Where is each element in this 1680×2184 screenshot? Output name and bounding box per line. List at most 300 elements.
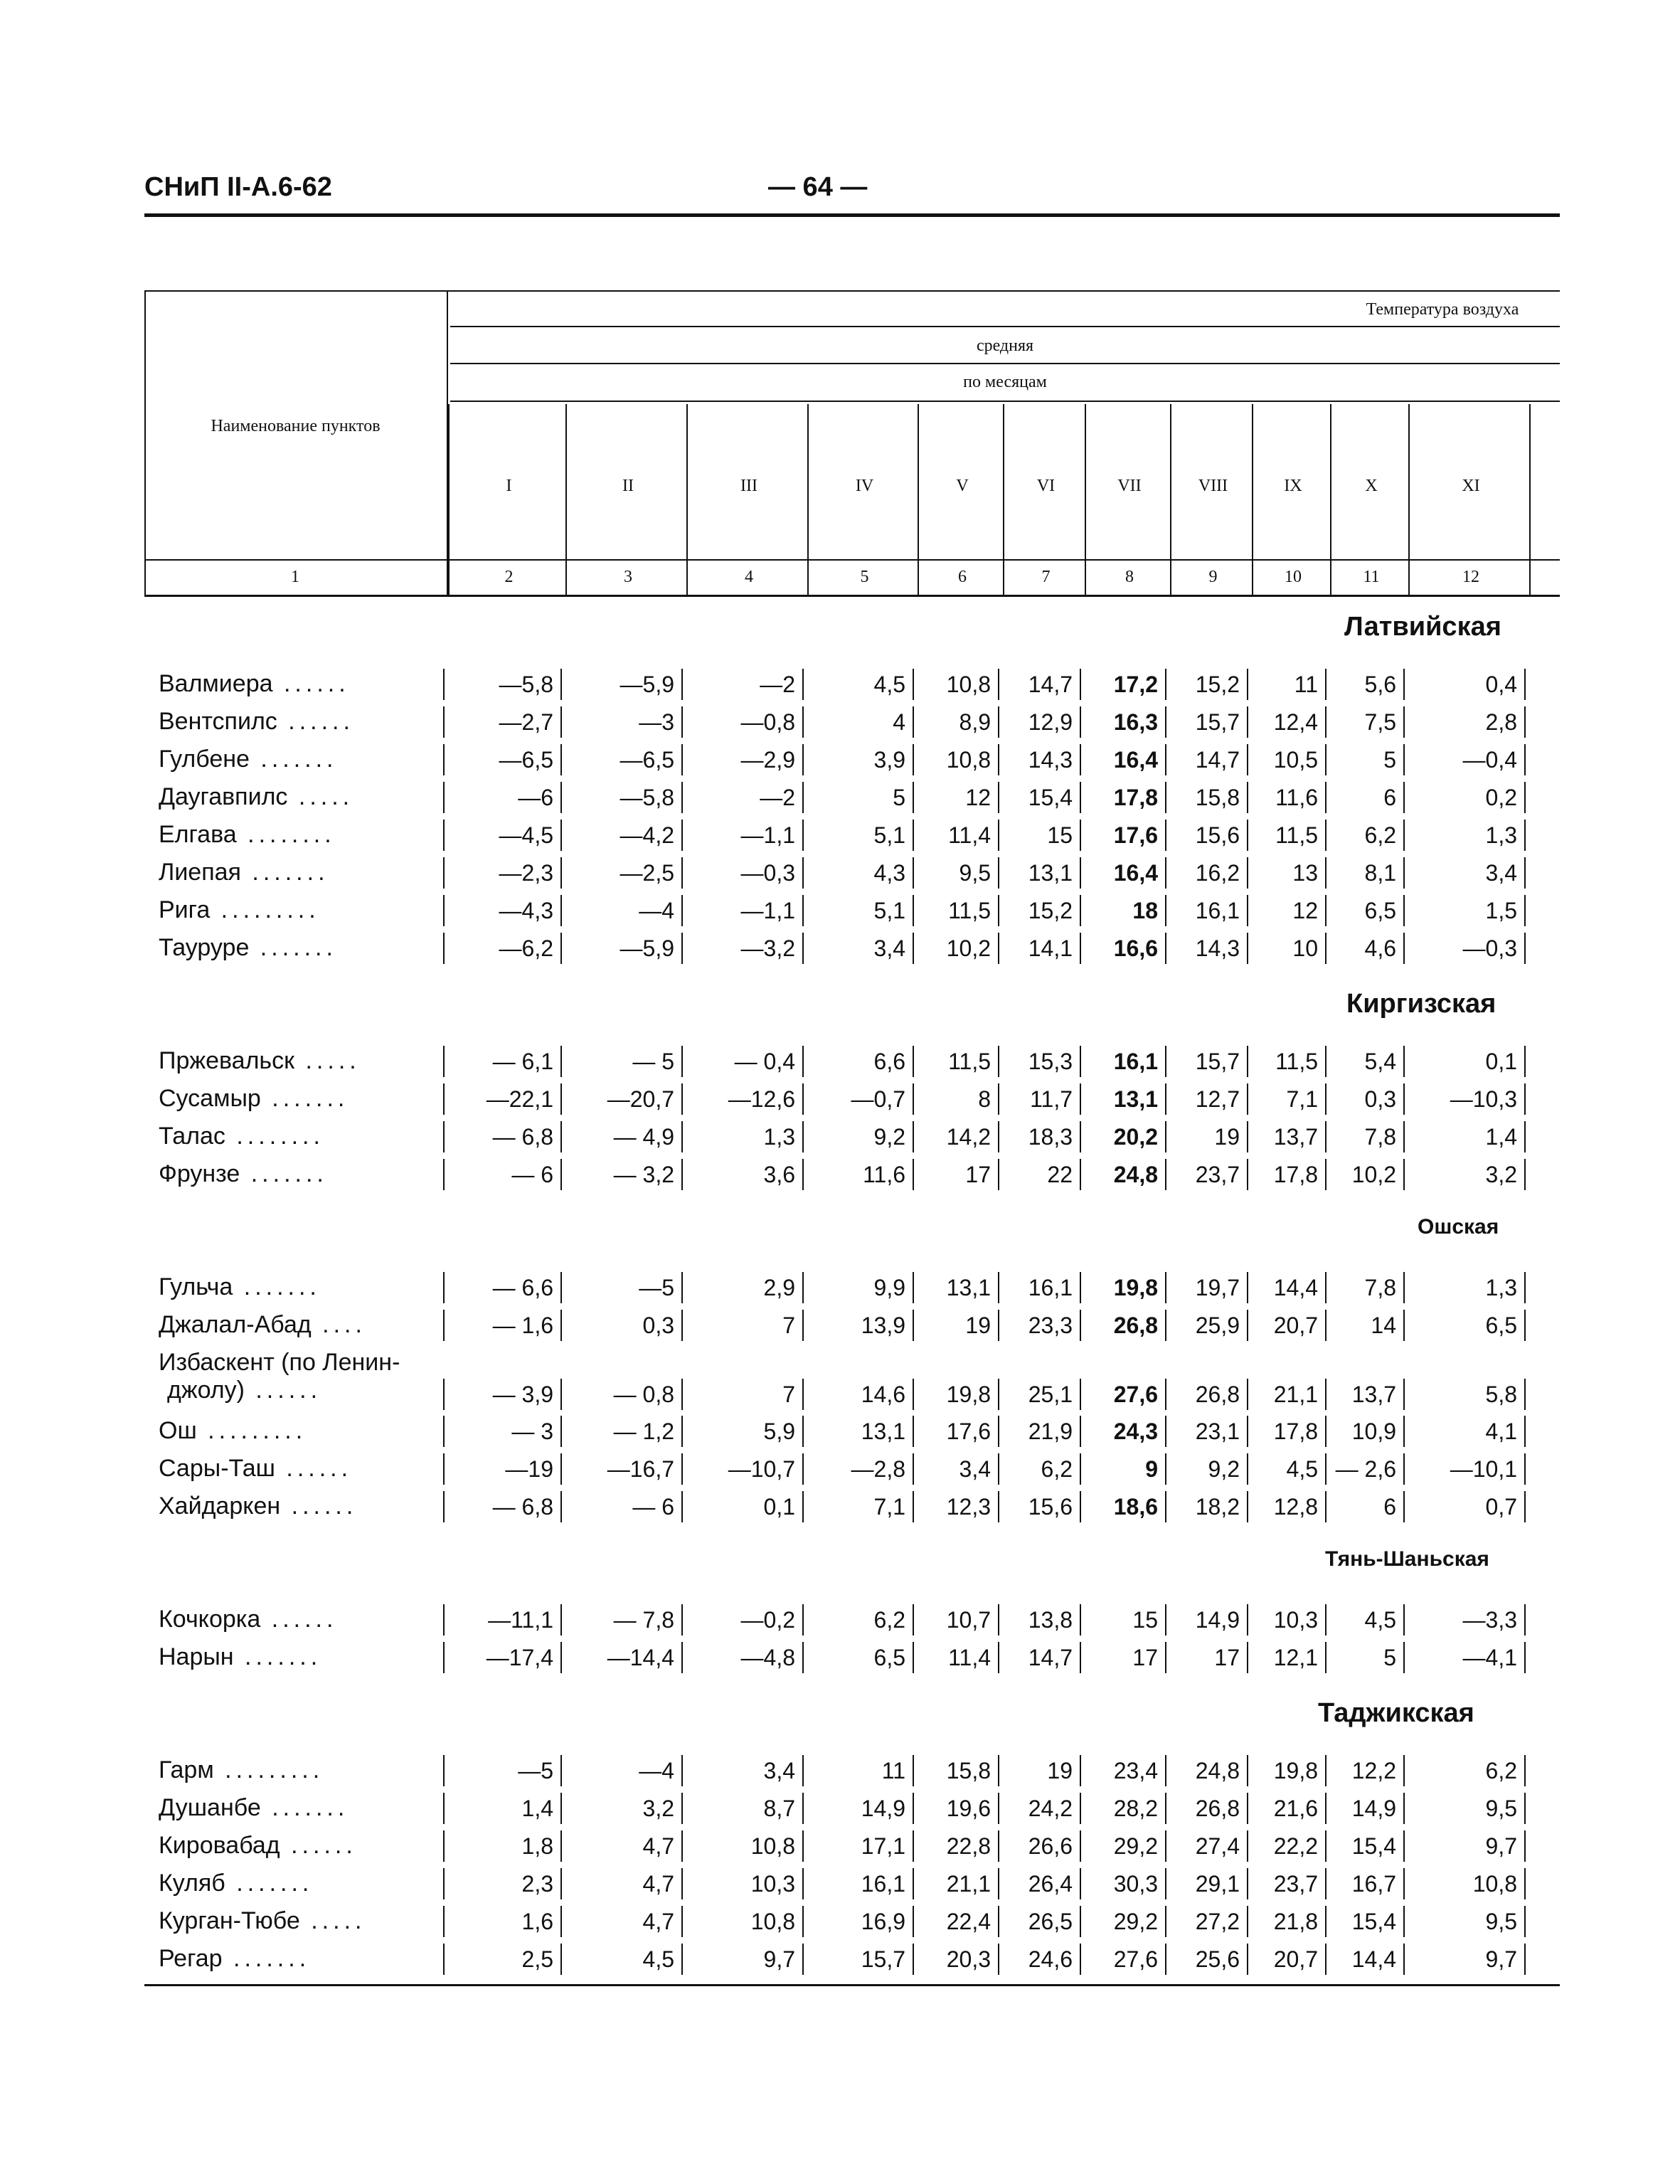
cell-divider bbox=[1080, 1046, 1081, 1077]
temperature-value: 0,2 bbox=[1485, 785, 1517, 810]
cell-divider bbox=[1247, 1453, 1248, 1485]
cell-divider bbox=[1403, 1453, 1405, 1485]
station-name bbox=[159, 1311, 366, 1339]
station-name bbox=[159, 1870, 313, 1897]
leader-dots: ....... bbox=[233, 1273, 321, 1300]
cell-divider bbox=[1080, 895, 1081, 926]
cell-divider bbox=[1524, 1906, 1526, 1937]
temperature-value: 16,4 bbox=[1113, 860, 1158, 886]
temperature-value: 6,2 bbox=[1041, 1456, 1073, 1482]
table-row bbox=[144, 1488, 1560, 1526]
temperature-value: —4,1 bbox=[1462, 1645, 1517, 1670]
cell-divider bbox=[443, 782, 445, 813]
temperature-value: 18,6 bbox=[1113, 1494, 1158, 1520]
temperature-value: 21,9 bbox=[1028, 1419, 1073, 1444]
temperature-value: 21,1 bbox=[1273, 1382, 1318, 1407]
cell-divider bbox=[681, 820, 683, 851]
cell-divider bbox=[560, 1830, 562, 1862]
temperature-value: 30,3 bbox=[1113, 1871, 1158, 1897]
column-number: 9 bbox=[1208, 568, 1218, 586]
cell-divider bbox=[802, 1868, 804, 1899]
cell-divider bbox=[1080, 1310, 1081, 1341]
cell-divider bbox=[443, 1272, 445, 1303]
table-row bbox=[144, 1639, 1560, 1677]
temperature-value: 29,2 bbox=[1113, 1909, 1158, 1934]
cell-divider bbox=[1165, 857, 1166, 889]
cell-divider bbox=[1325, 1868, 1327, 1899]
cell-divider bbox=[1524, 1121, 1526, 1152]
temperature-value: 16,1 bbox=[1195, 898, 1240, 923]
cell-divider bbox=[1325, 1159, 1327, 1190]
temperature-value: — 6,8 bbox=[492, 1494, 553, 1520]
temperature-value: 9,7 bbox=[1485, 1946, 1517, 1972]
cell-divider bbox=[1403, 1830, 1405, 1862]
temperature-value: 10,2 bbox=[1351, 1162, 1396, 1187]
table-top-rule bbox=[144, 290, 1560, 292]
cell-divider bbox=[681, 1121, 683, 1152]
cell-divider bbox=[681, 1272, 683, 1303]
cell-divider bbox=[1524, 933, 1526, 964]
temperature-value: 15,3 bbox=[1028, 1049, 1073, 1074]
section-title: Латвийская bbox=[1344, 612, 1501, 642]
temperature-value: 3,4 bbox=[873, 935, 905, 961]
month-col-divider bbox=[1408, 404, 1410, 596]
cell-divider bbox=[681, 1830, 683, 1862]
cell-divider bbox=[1325, 1793, 1327, 1824]
cell-divider bbox=[1165, 1830, 1166, 1862]
temperature-value: —0,2 bbox=[740, 1607, 795, 1633]
cell-divider bbox=[998, 782, 999, 813]
temperature-value: 15,7 bbox=[861, 1946, 905, 1972]
cell-divider bbox=[1403, 820, 1405, 851]
cell-divider bbox=[1325, 1944, 1327, 1975]
table-row bbox=[144, 1118, 1560, 1156]
temperature-value: 10,8 bbox=[1472, 1871, 1517, 1897]
cell-divider bbox=[1165, 1906, 1166, 1937]
table-row bbox=[144, 1752, 1560, 1790]
cell-divider bbox=[681, 1416, 683, 1447]
temperature-value: 13,1 bbox=[1113, 1086, 1158, 1112]
cell-divider bbox=[560, 1793, 562, 1824]
cell-divider bbox=[443, 706, 445, 738]
cell-divider bbox=[681, 1046, 683, 1077]
temperature-value: 13,1 bbox=[1028, 860, 1073, 886]
temperature-value: 16,9 bbox=[861, 1909, 905, 1934]
temperature-value: 27,4 bbox=[1195, 1833, 1240, 1859]
cell-divider bbox=[998, 1868, 999, 1899]
cell-divider bbox=[1524, 1755, 1526, 1786]
cell-divider bbox=[681, 1755, 683, 1786]
cell-divider bbox=[913, 1083, 914, 1115]
cell-divider bbox=[1524, 1453, 1526, 1485]
cell-divider bbox=[1080, 1379, 1081, 1410]
cell-divider bbox=[1247, 1083, 1248, 1115]
temperature-value: 7 bbox=[782, 1313, 795, 1338]
cell-divider bbox=[913, 1046, 914, 1077]
temperature-value: 8,1 bbox=[1364, 860, 1396, 886]
cell-divider bbox=[802, 1944, 804, 1975]
station-name-text: Курган-Тюбе bbox=[159, 1907, 300, 1934]
cell-divider bbox=[1325, 669, 1327, 700]
column-number: 6 bbox=[958, 568, 967, 586]
cell-divider bbox=[998, 1121, 999, 1152]
month-col-divider bbox=[686, 404, 688, 596]
column-number: 1 bbox=[291, 568, 299, 586]
table-left-border bbox=[144, 290, 146, 596]
temperature-value: —12,6 bbox=[728, 1086, 795, 1112]
cell-divider bbox=[1403, 1046, 1405, 1077]
temperature-value: 6,6 bbox=[873, 1049, 905, 1074]
station-name-text: Гарм bbox=[159, 1756, 214, 1783]
cell-divider bbox=[1524, 744, 1526, 775]
cell-divider bbox=[1524, 820, 1526, 851]
cell-divider bbox=[1325, 1272, 1327, 1303]
column-number: 10 bbox=[1285, 568, 1302, 586]
cell-divider bbox=[1325, 1491, 1327, 1522]
leader-dots: ....... bbox=[240, 859, 329, 886]
temperature-value: 6,5 bbox=[873, 1645, 905, 1670]
temperature-value: 9 bbox=[1145, 1456, 1158, 1482]
cell-divider bbox=[1080, 1755, 1081, 1786]
cell-divider bbox=[1524, 1272, 1526, 1303]
table-row bbox=[144, 1307, 1560, 1345]
cell-divider bbox=[560, 933, 562, 964]
header-rule bbox=[144, 213, 1560, 217]
temperature-value: —2,8 bbox=[851, 1456, 905, 1482]
month-col-divider bbox=[448, 404, 450, 596]
temperature-value: 15,4 bbox=[1028, 785, 1073, 810]
cell-divider bbox=[1325, 1604, 1327, 1636]
leader-dots: ....... bbox=[225, 1870, 314, 1897]
temperature-value: 10,8 bbox=[750, 1833, 795, 1859]
temperature-value: 29,2 bbox=[1113, 1833, 1158, 1859]
table-row bbox=[144, 1601, 1560, 1639]
cell-divider bbox=[1080, 1453, 1081, 1485]
station-name-continued: джолу) bbox=[167, 1377, 245, 1404]
name-column-header: Наименование пунктов bbox=[211, 417, 381, 435]
station-name bbox=[159, 1085, 349, 1113]
station-name-text: Елгава bbox=[159, 821, 237, 848]
cell-divider bbox=[1080, 1604, 1081, 1636]
temperature-value: 17,8 bbox=[1273, 1419, 1318, 1444]
temperature-value: 4,5 bbox=[873, 672, 905, 697]
temperature-value: 19,8 bbox=[946, 1382, 991, 1407]
cell-divider bbox=[443, 895, 445, 926]
temperature-value: 10,8 bbox=[750, 1909, 795, 1934]
cell-divider bbox=[1247, 1046, 1248, 1077]
temperature-value: 8,7 bbox=[763, 1796, 795, 1821]
cell-divider bbox=[802, 1453, 804, 1485]
temperature-value: 14,1 bbox=[1028, 935, 1073, 961]
temperature-value: 10,3 bbox=[1273, 1607, 1318, 1633]
cell-divider bbox=[560, 1868, 562, 1899]
temperature-value: 24,3 bbox=[1113, 1419, 1158, 1444]
cell-divider bbox=[1524, 669, 1526, 700]
station-name-text: Талас bbox=[159, 1123, 225, 1150]
cell-divider bbox=[1165, 1453, 1166, 1485]
leader-dots: ..... bbox=[294, 1047, 361, 1074]
cell-divider bbox=[443, 1159, 445, 1190]
temperature-value: 17 bbox=[965, 1162, 991, 1187]
station-name bbox=[159, 1349, 400, 1404]
cell-divider bbox=[802, 669, 804, 700]
cell-divider bbox=[1080, 1642, 1081, 1673]
temperature-value: 13,7 bbox=[1351, 1382, 1396, 1407]
temperature-value: —19 bbox=[505, 1456, 553, 1482]
cell-divider bbox=[998, 1272, 999, 1303]
cell-divider bbox=[998, 1755, 999, 1786]
temperature-value: 14,7 bbox=[1028, 1645, 1073, 1670]
temperature-value: 13,7 bbox=[1273, 1124, 1318, 1150]
temperature-value: 19,8 bbox=[1113, 1275, 1158, 1300]
temperature-value: 19,8 bbox=[1273, 1758, 1318, 1783]
cell-divider bbox=[1325, 1416, 1327, 1447]
cell-divider bbox=[560, 1310, 562, 1341]
cell-divider bbox=[1247, 669, 1248, 700]
temperature-value: 27,2 bbox=[1195, 1909, 1240, 1934]
leader-dots: ...... bbox=[275, 1455, 353, 1482]
temperature-value: 12 bbox=[1292, 898, 1318, 923]
cell-divider bbox=[1165, 1642, 1166, 1673]
cell-divider bbox=[1080, 1944, 1081, 1975]
cell-divider bbox=[1247, 1830, 1248, 1862]
cell-divider bbox=[1080, 1272, 1081, 1303]
cell-divider bbox=[1403, 1755, 1405, 1786]
cell-divider bbox=[913, 1310, 914, 1341]
station-name-text: Кочкорка bbox=[159, 1606, 261, 1633]
cell-divider bbox=[681, 669, 683, 700]
temperature-value: —10,3 bbox=[1450, 1086, 1517, 1112]
cell-divider bbox=[1165, 706, 1166, 738]
station-name bbox=[159, 746, 338, 773]
cell-divider bbox=[1325, 933, 1327, 964]
month-header: XI bbox=[1462, 477, 1480, 495]
temperature-value: 15,2 bbox=[1028, 898, 1073, 923]
cell-divider bbox=[1403, 895, 1405, 926]
column-number: 3 bbox=[624, 568, 632, 586]
temperature-value: 11,6 bbox=[1275, 785, 1318, 810]
cell-divider bbox=[998, 933, 999, 964]
cell-divider bbox=[1403, 706, 1405, 738]
cell-divider bbox=[1325, 1046, 1327, 1077]
month-col-divider bbox=[1252, 404, 1253, 596]
cell-divider bbox=[560, 1944, 562, 1975]
cell-divider bbox=[802, 1272, 804, 1303]
station-name bbox=[159, 1417, 307, 1445]
leader-dots: ....... bbox=[249, 934, 337, 961]
cell-divider bbox=[1165, 744, 1166, 775]
cell-divider bbox=[802, 1793, 804, 1824]
table-row bbox=[144, 1269, 1560, 1307]
cell-divider bbox=[560, 1159, 562, 1190]
cell-divider bbox=[1247, 933, 1248, 964]
temperature-value: 21,8 bbox=[1273, 1909, 1318, 1934]
cell-divider bbox=[681, 744, 683, 775]
temperature-value: 10,8 bbox=[946, 672, 991, 697]
cell-divider bbox=[913, 895, 914, 926]
cell-divider bbox=[913, 1642, 914, 1673]
cell-divider bbox=[913, 1604, 914, 1636]
cell-divider bbox=[1524, 1310, 1526, 1341]
table-row bbox=[144, 1903, 1560, 1941]
temperature-value: — 3,2 bbox=[613, 1162, 674, 1187]
table-row bbox=[144, 779, 1560, 817]
cell-divider bbox=[1080, 933, 1081, 964]
station-name bbox=[159, 1160, 328, 1188]
cell-divider bbox=[998, 1642, 999, 1673]
cell-divider bbox=[1524, 895, 1526, 926]
leader-dots: ...... bbox=[280, 1832, 357, 1859]
temperature-value: 28,2 bbox=[1113, 1796, 1158, 1821]
temperature-value: 12,9 bbox=[1028, 709, 1073, 735]
cell-divider bbox=[1165, 1868, 1166, 1899]
cell-divider bbox=[913, 1379, 914, 1410]
temperature-value: 16,3 bbox=[1113, 709, 1158, 735]
temperature-value: 23,3 bbox=[1028, 1313, 1073, 1338]
cell-divider bbox=[1403, 1604, 1405, 1636]
leader-dots: ...... bbox=[272, 670, 350, 697]
cell-divider bbox=[802, 1642, 804, 1673]
month-header: V bbox=[956, 477, 969, 495]
temperature-value: 3,9 bbox=[873, 747, 905, 773]
cell-divider bbox=[1247, 1310, 1248, 1341]
cell-divider bbox=[1247, 1416, 1248, 1447]
temperature-value: 20,7 bbox=[1273, 1313, 1318, 1338]
temperature-value: — 6,8 bbox=[492, 1124, 553, 1150]
temperature-value: 2,5 bbox=[521, 1946, 553, 1972]
cell-divider bbox=[1524, 782, 1526, 813]
month-header: VI bbox=[1036, 477, 1056, 495]
temperature-value: 14 bbox=[1371, 1313, 1396, 1338]
month-header: III bbox=[740, 477, 757, 495]
temperature-value: 15 bbox=[1047, 822, 1073, 848]
temperature-value: 25,9 bbox=[1195, 1313, 1240, 1338]
cell-divider bbox=[1524, 1491, 1526, 1522]
cell-divider bbox=[1325, 744, 1327, 775]
cell-divider bbox=[1325, 857, 1327, 889]
temperature-value: —6,5 bbox=[620, 747, 674, 773]
temperature-value: 5,6 bbox=[1364, 672, 1396, 697]
table-row bbox=[144, 1081, 1560, 1118]
subheader-average: средняя bbox=[976, 336, 1034, 355]
cell-divider bbox=[913, 857, 914, 889]
cell-divider bbox=[1165, 820, 1166, 851]
cell-divider bbox=[560, 1604, 562, 1636]
cell-divider bbox=[802, 1604, 804, 1636]
temperature-value: 17 bbox=[1132, 1645, 1158, 1670]
cell-divider bbox=[913, 1868, 914, 1899]
temperature-value: 19,7 bbox=[1195, 1275, 1240, 1300]
month-header: II bbox=[622, 477, 634, 495]
temperature-value: 23,4 bbox=[1113, 1758, 1158, 1783]
temperature-value: 11,5 bbox=[948, 898, 991, 923]
temperature-value: —1,1 bbox=[740, 898, 795, 923]
station-name bbox=[159, 670, 350, 698]
temperature-value: 5,9 bbox=[763, 1419, 795, 1444]
station-name-text: Избаскент (по Ленин- bbox=[159, 1349, 400, 1376]
cell-divider bbox=[802, 1046, 804, 1077]
temperature-value: 26,5 bbox=[1028, 1909, 1073, 1934]
cell-divider bbox=[802, 744, 804, 775]
cell-divider bbox=[1524, 1830, 1526, 1862]
column-number: 2 bbox=[504, 568, 514, 586]
column-number: 7 bbox=[1041, 568, 1051, 586]
cell-divider bbox=[681, 1642, 683, 1673]
temperature-value: —6,5 bbox=[499, 747, 553, 773]
temperature-value: 4,7 bbox=[642, 1871, 674, 1897]
temperature-value: 12,8 bbox=[1273, 1494, 1318, 1520]
temperature-value: 26,4 bbox=[1028, 1871, 1073, 1897]
temperature-value: 7,8 bbox=[1364, 1275, 1396, 1300]
cell-divider bbox=[1403, 1379, 1405, 1410]
temperature-value: 12 bbox=[965, 785, 991, 810]
station-name-text: Душанбе bbox=[159, 1794, 261, 1821]
cell-divider bbox=[1080, 669, 1081, 700]
cell-divider bbox=[1524, 1159, 1526, 1190]
temperature-value: 9,5 bbox=[959, 860, 991, 886]
temperature-value: 2,3 bbox=[521, 1871, 553, 1897]
cell-divider bbox=[998, 1491, 999, 1522]
temperature-value: 5,1 bbox=[873, 822, 905, 848]
temperature-value: 7,1 bbox=[1286, 1086, 1318, 1112]
cell-divider bbox=[1403, 782, 1405, 813]
temperature-value: — 6,1 bbox=[492, 1049, 553, 1074]
temperature-value: 16,6 bbox=[1113, 935, 1158, 961]
cell-divider bbox=[1524, 1793, 1526, 1824]
section-title: Таджикская bbox=[1318, 1698, 1474, 1728]
temperature-value: 22,4 bbox=[946, 1909, 991, 1934]
cell-divider bbox=[1247, 1604, 1248, 1636]
cell-divider bbox=[1247, 744, 1248, 775]
temperature-value: 11,4 bbox=[948, 1645, 991, 1670]
cell-divider bbox=[1080, 1830, 1081, 1862]
temperature-value: — 4,9 bbox=[613, 1124, 674, 1150]
temperature-value: 15,6 bbox=[1028, 1494, 1073, 1520]
temperature-value: 22,8 bbox=[946, 1833, 991, 1859]
station-name bbox=[159, 708, 354, 736]
temperature-value: 8 bbox=[978, 1086, 991, 1112]
temperature-value: —16,7 bbox=[607, 1456, 674, 1482]
temperature-value: —2,9 bbox=[740, 747, 795, 773]
cell-divider bbox=[1080, 1491, 1081, 1522]
cell-divider bbox=[1247, 1642, 1248, 1673]
station-name-text: Лиепая bbox=[159, 859, 241, 886]
temperature-value: —5 bbox=[518, 1758, 553, 1783]
cell-divider bbox=[1325, 1642, 1327, 1673]
temperature-value: —11,1 bbox=[488, 1607, 553, 1633]
cell-divider bbox=[1325, 1310, 1327, 1341]
table-row bbox=[144, 1790, 1560, 1828]
cell-divider bbox=[802, 895, 804, 926]
cell-divider bbox=[1403, 1121, 1405, 1152]
station-name-text: Регар bbox=[159, 1945, 223, 1972]
temperature-value: 8,9 bbox=[959, 709, 991, 735]
leader-dots: ......... bbox=[213, 1756, 324, 1783]
cell-divider bbox=[998, 895, 999, 926]
table-row bbox=[144, 1043, 1560, 1081]
temperature-value: 0,1 bbox=[1485, 1049, 1517, 1074]
cell-divider bbox=[681, 1906, 683, 1937]
temperature-value: 11,5 bbox=[948, 1049, 991, 1074]
temperature-value: 0,4 bbox=[1485, 672, 1517, 697]
cell-divider bbox=[1247, 1159, 1248, 1190]
station-name bbox=[159, 934, 337, 962]
cell-divider bbox=[1524, 857, 1526, 889]
cell-divider bbox=[913, 933, 914, 964]
leader-dots: ......... bbox=[210, 896, 320, 923]
temperature-value: 15,8 bbox=[1195, 785, 1240, 810]
cell-divider bbox=[1325, 1755, 1327, 1786]
